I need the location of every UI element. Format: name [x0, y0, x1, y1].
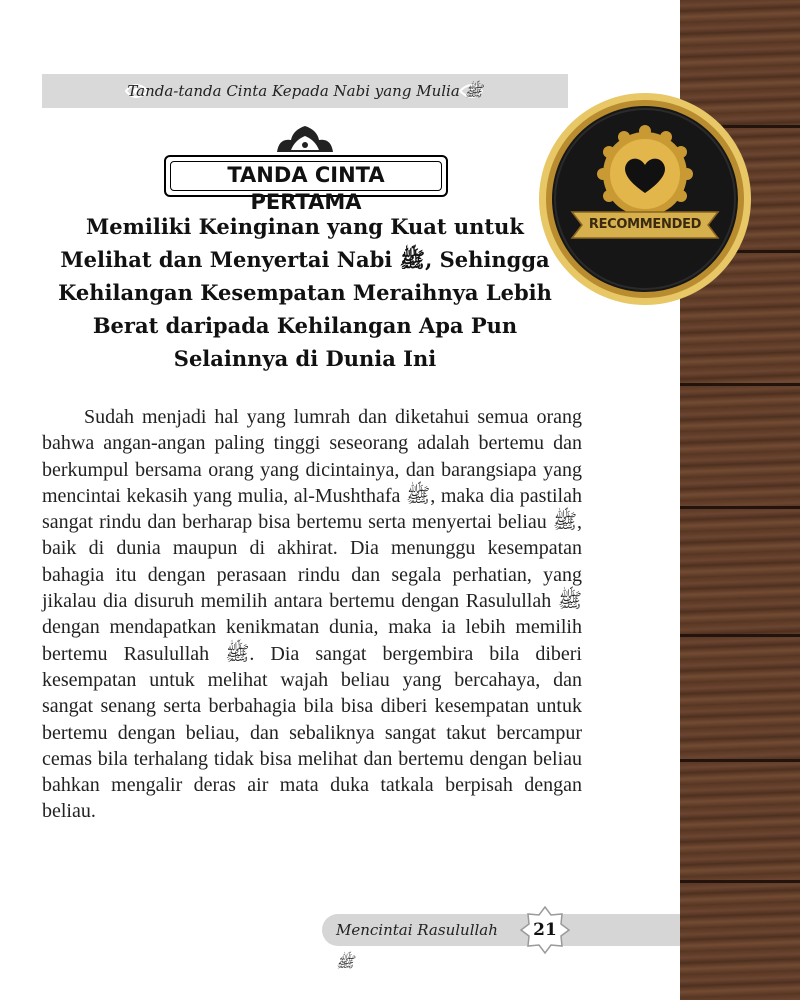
wood-plank [680, 883, 800, 1000]
chapter-heading: TANDA CINTA PERTAMA [170, 161, 442, 191]
wood-plank [680, 386, 800, 509]
chapter-heading-frame [164, 155, 448, 214]
subtitle-line: Kehilangan Kesempatan Meraihnya Lebih [58, 280, 552, 305]
subtitle-line: Berat daripada Kehilangan Apa Pun [92, 313, 518, 338]
wood-plank [680, 509, 800, 637]
chapter-subtitle [42, 210, 568, 375]
page-number: 21 [533, 920, 557, 940]
recommended-badge [538, 92, 752, 306]
body-paragraph: Sudah menjadi hal yang lumrah dan diketahui semua orang bahwa angan-angan paling tinggi seseorang adalah bertemu dan berkumpul bersama orang yang dicintainya, dan barangsiapa yang mencintai kekasih yang mulia, al-Mushthafa ﷺ, maka dia pastilah sangat rindu dan berharap bisa bertemu serta menyertai beliau ﷺ, baik di dunia maupun di akhirat. Dia menunggu kesempatan bahagia itu dengan perasaan rindu dan segala perhatian, yang jikalau dia disuruh memilih antara bertemu dengan Rasulullah ﷺ dengan mendapatkan kenikmatan dunia, maka ia lebih memilih bertemu Rasulullah ﷺ. Dia sangat bergembira bila diberi kesempatan untuk melihat wajah beliau yang bercahaya, dan sangat senang serta berbahagia bila bisa diberi kesempatan untuk bertemu dengan beliau, dan sebaliknya sangat takut bercampur cemas bila terhalang tidak bisa melihat dan bertemu dengan beliau bahkan mengalir deras air mata duka tatkala berpisah dengan beliau. [42, 406, 582, 823]
crown-ornament-icon [273, 124, 337, 154]
subtitle-line: Memiliki Keinginan yang Kuat untuk [86, 214, 524, 239]
running-header-title: Tanda-tanda Cinta Kepada Nabi yang Mulia ﷺ [127, 82, 483, 100]
subtitle-line: Selainnya di Dunia Ini [173, 346, 437, 371]
subtitle-line: Melihat dan Menyertai Nabi ﷺ, Sehingga [60, 247, 550, 272]
wood-plank [680, 637, 800, 762]
badge-label: RECOMMENDED [588, 217, 702, 232]
wood-plank [680, 762, 800, 883]
running-footer-title: Mencintai Rasulullah ﷺ [336, 921, 498, 971]
body-text [42, 404, 582, 825]
